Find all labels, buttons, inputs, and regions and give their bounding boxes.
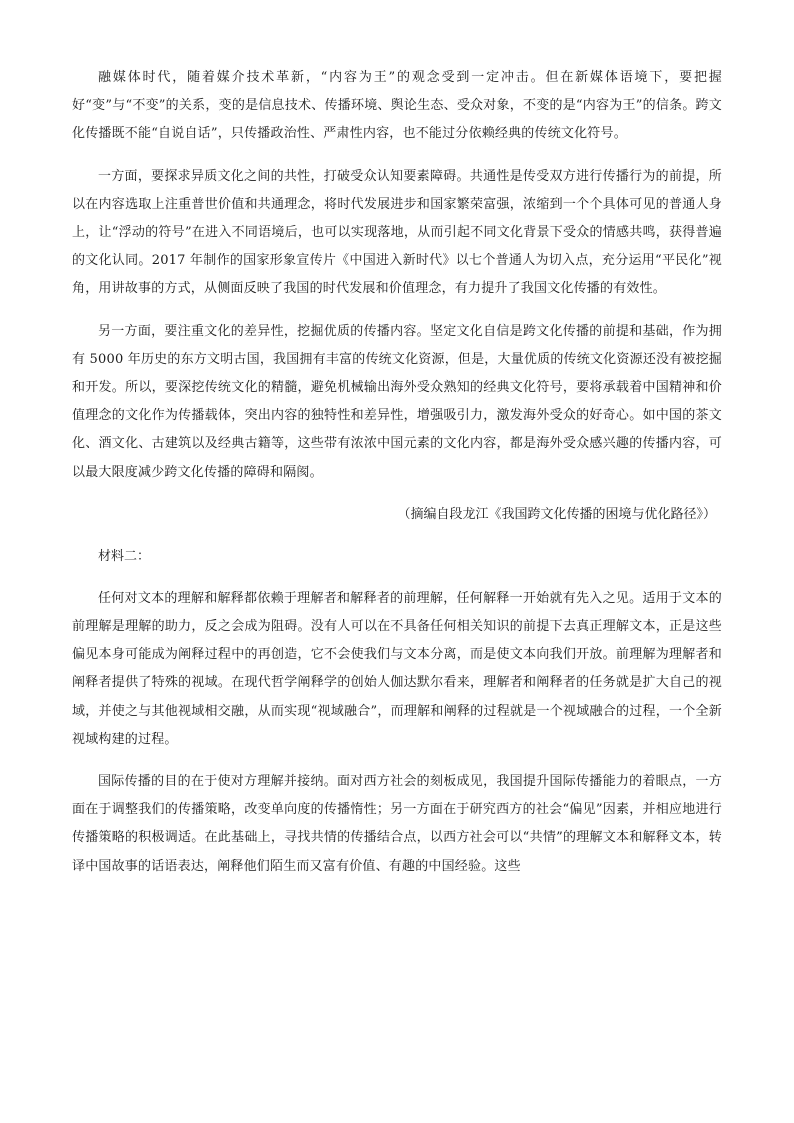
material-two-heading: 材料二： <box>98 548 151 564</box>
paragraph-gap <box>72 149 722 163</box>
source-citation: （摘编自段龙江《我国跨文化传播的困境与优化路径》） <box>397 506 716 522</box>
paragraph-gap <box>72 529 722 543</box>
paragraph-commonality: 一方面，要探求异质文化之间的共性，打破受众认知要素障碍。共通性是传受双方进行传播行为的前提，所以在内容选取上注重普世价值和共通理念，将时代发展进步和国家繁荣富强，浓缩到一个个具体可见的普通人身上，让“浮动的符号”在进入不同语境后，也可以实现落地，从而引起不同文化背景下受众的情感共鸣，获得普遍的文化认同。2017 年制作的国家形象宣传片《中国进入新时代》以七个普通人为切入点，充分运用“平民化”视角，用讲故事的方式，从侧面反映了我国的时代发展和价值理念，有力提升了我国文化传播的有效性。 <box>72 168 722 297</box>
paragraph-media-era: 融媒体时代，随着媒介技术革新，“内容为王”的观念受到一定冲击。但在新媒体语境下，要把握好“变”与“不变”的关系，变的是信息技术、传播环境、舆论生态、受众对象，不变的是“内容为王”的信条。跨文化传播既不能“自说自话”，只传播政治性、严肃性内容，也不能过分依赖经典的传统文化符号。 <box>72 70 722 142</box>
paragraph-gap <box>72 304 722 318</box>
document-page <box>72 64 722 881</box>
paragraph-pre-understanding: 任何对文本的理解和解释都依赖于理解者和解释者的前理解，任何解释一开始就有先入之见。适用于文本的前理解是理解的助力，反之会成为阻碍。没有人可以在不具备任何相关知识的前提下去真正理解文本，正是这些偏见本身可能成为阐释过程中的再创造，它不会使我们与文本分离，而是使文本向我们开放。前理解为理解者和阐释者提供了特殊的视域。在现代哲学阐释学的创始人伽达默尔看来，理解者和阐释者的任务就是扩大自己的视域，并使之与其他视域相交融，从而实现“视域融合”，而理解和阐释的过程就是一个视域融合的过程，一个全新视域构建的过程。 <box>72 590 722 747</box>
paragraph-gap <box>72 571 722 585</box>
paragraph-gap <box>72 754 722 768</box>
paragraph-international-communication: 国际传播的目的在于使对方理解并接纳。面对西方社会的刻板成见，我国提升国际传播能力的着眼点，一方面在于调整我们的传播策略，改变单向度的传播惰性；另一方面在于研究西方的社会“偏见”因素，并相应地进行传播策略的积极调适。在此基础上，寻找共情的传播结合点，以西方社会可以“共情”的理解文本和解释文本，转译中国故事的话语表达，阐释他们陌生而又富有价值、有趣的中国经验。这些 <box>72 774 722 874</box>
paragraph-gap <box>72 487 722 501</box>
paragraph-difference: 另一方面，要注重文化的差异性，挖掘优质的传播内容。坚定文化自信是跨文化传播的前提和基础，作为拥有 5000 年历史的东方文明古国，我国拥有丰富的传统文化资源，但是，大量优质的传统文化资源还没有被挖掘和开发。所以，要深挖传统文化的精髓，避免机械输出海外受众熟知的经典文化符号，要将承载着中国精神和价值理念的文化作为传播载体，突出内容的独特性和差异性，增强吸引力，激发海外受众的好奇心。如中国的茶文化、酒文化、古建筑以及经典古籍等，这些带有浓浓中国元素的文化内容，都是海外受众感兴趣的传播内容，可以最大限度减少跨文化传播的障碍和隔阂。 <box>72 323 722 480</box>
